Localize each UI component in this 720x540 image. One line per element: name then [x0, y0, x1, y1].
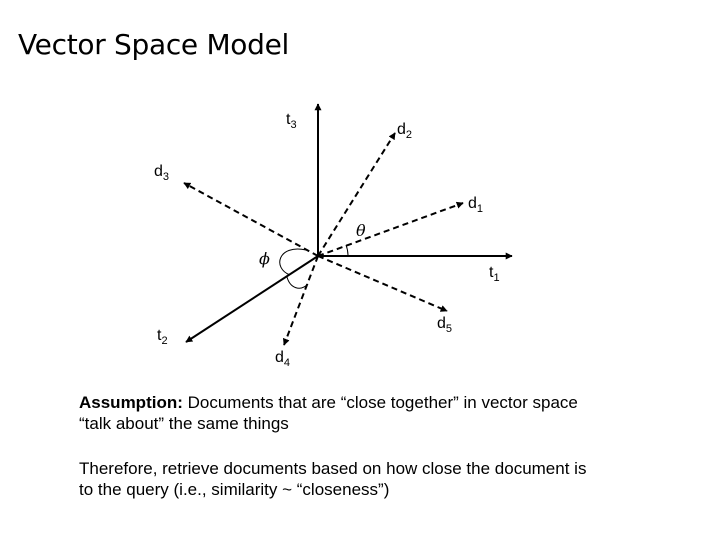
axis-t2 [186, 256, 318, 342]
therefore-paragraph: Therefore, retrieve documents based on how close the document is to the query (i.e., similarity ~ “closeness”) [79, 459, 587, 499]
angle-phi-arc-lower [287, 277, 308, 288]
label-d3: $d_3$ [154, 163, 170, 183]
label-t2: $t_2$ [157, 327, 168, 347]
page-title: Vector Space Model [18, 28, 290, 61]
label-d2: $d_2$ [397, 121, 413, 141]
angle-theta-arc [346, 245, 348, 256]
label-d1: $d_1$ [468, 195, 484, 215]
label-phi: ϕ [259, 249, 270, 268]
label-d4: $d_4$ [275, 349, 291, 369]
label-theta: θ [356, 221, 366, 240]
vector-d5 [318, 256, 447, 311]
vector-d4 [284, 256, 318, 345]
label-d5: $d_5$ [437, 315, 453, 335]
assumption-body: Documents that are “close together” in vector space “talk about” the same things [79, 393, 578, 433]
vector-d1 [318, 203, 463, 256]
label-t3: $t_3$ [286, 111, 297, 131]
vector-d3 [184, 183, 318, 256]
assumption-paragraph [79, 392, 599, 434]
assumption-label: Assumption: [79, 393, 183, 412]
angle-phi-arc [280, 249, 306, 275]
label-t1: $t_1$ [489, 264, 500, 284]
